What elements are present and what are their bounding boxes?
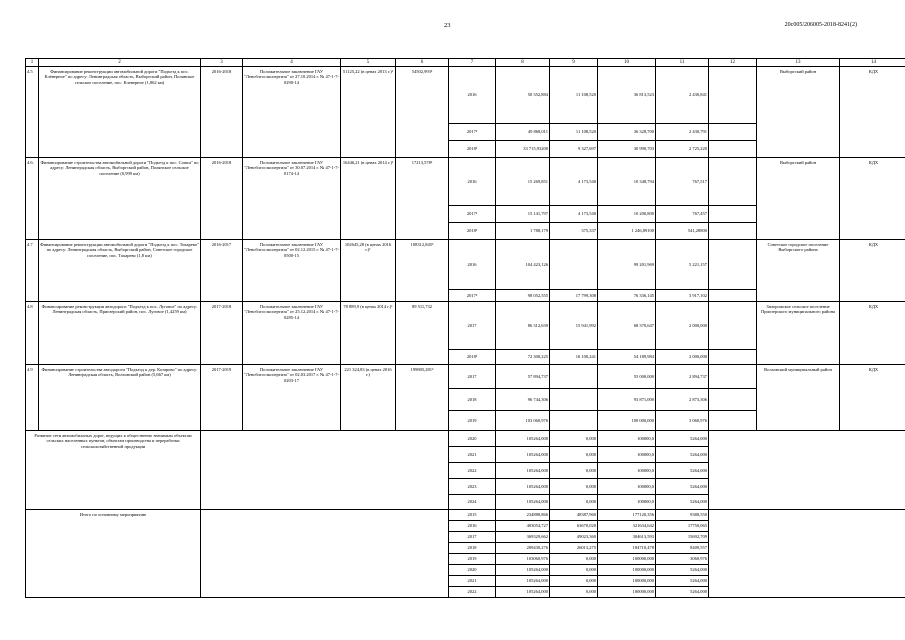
column-12-cell	[709, 365, 757, 389]
regional-cell: 30 990,703	[598, 141, 656, 158]
total-cell: 105264,000	[496, 431, 550, 447]
regional-cell: 321634,642	[598, 521, 656, 532]
column-number: 2	[39, 59, 201, 67]
year-cell: 2024	[449, 495, 496, 510]
total-cell: 104 423,126	[496, 240, 550, 290]
regional-cell: 100000,0	[598, 463, 656, 479]
summary-row	[26, 510, 905, 521]
summary-label: Итого по основному мероприятию	[26, 510, 201, 598]
column-12-cell	[709, 158, 757, 206]
federal-cell: 63670,020	[550, 521, 598, 532]
federal-cell: 48387,960	[550, 510, 598, 521]
regional-cell: 36 813,523	[598, 67, 656, 124]
year-cell: 2018²	[449, 350, 496, 365]
column-number: 11	[656, 59, 709, 67]
column-12-cell	[709, 67, 757, 124]
column-12-cell	[709, 141, 757, 158]
total-cell: 57 894,737	[496, 365, 550, 389]
local-cell: 5 221,157	[656, 240, 709, 290]
year-cell: 2021	[449, 447, 496, 463]
page-number: 23	[444, 22, 451, 29]
total-cell: 369329,662	[496, 532, 550, 543]
year-cell: 2017	[449, 532, 496, 543]
item-number: 4.9	[26, 365, 39, 431]
federal-cell: 0,000	[550, 565, 598, 576]
cost-current-prices: 54502,993²	[396, 67, 449, 158]
column-number: 7	[449, 59, 496, 67]
year-cell: 2022	[449, 587, 496, 598]
year-cell: 2020	[449, 565, 496, 576]
local-cell: 2 430,791	[656, 124, 709, 141]
federal-cell: 0,000	[550, 431, 598, 447]
regional-cell: 1 246,89100	[598, 223, 656, 240]
column-12-cell	[709, 411, 757, 431]
local-cell: 2 000,000	[656, 302, 709, 350]
total-cell: 105264,000	[496, 447, 550, 463]
local-cell: 541,28800	[656, 223, 709, 240]
local-cell: 15692,709	[656, 532, 709, 543]
local-cell: 767,517	[656, 158, 709, 206]
regional-cell: 100000,0	[598, 495, 656, 510]
federal-cell: 49023,360	[550, 532, 598, 543]
customer: КДХ	[840, 240, 905, 302]
year-cell: 2022	[449, 463, 496, 479]
year-cell: 2016	[449, 67, 496, 124]
total-cell: 105264,000	[496, 587, 550, 598]
header-row	[26, 59, 905, 67]
local-cell: 5264,000	[656, 565, 709, 576]
column-number: 14	[840, 59, 905, 67]
item-number: 4.8	[26, 302, 39, 365]
federal-cell: 0,000	[550, 495, 598, 510]
total-cell: 105264,000	[496, 565, 550, 576]
customer: КДХ	[840, 67, 905, 158]
local-cell: 2 430,841	[656, 67, 709, 124]
summary-row	[26, 431, 905, 447]
total-cell: 103060,976	[496, 554, 550, 565]
item-number: 4.5	[26, 67, 39, 158]
year-cell: 2017	[449, 302, 496, 350]
local-cell: 8409,557	[656, 543, 709, 554]
column-12-cell	[709, 302, 757, 350]
year-cell: 2018²	[449, 141, 496, 158]
federal-cell: 11 108,520	[550, 67, 598, 124]
year-cell: 2015	[449, 510, 496, 521]
regional-cell: 10 348,794	[598, 158, 656, 206]
total-cell: 15 141,797	[496, 206, 550, 223]
local-cell: 17750,065	[656, 521, 709, 532]
total-cell: 105264,000	[496, 495, 550, 510]
cost-current-prices: 199805,281²	[396, 365, 449, 431]
column-12-cell	[709, 389, 757, 411]
regional-cell: 55 000,000	[598, 365, 656, 389]
regional-cell: 100 000,000	[598, 411, 656, 431]
federal-cell: 0,000	[550, 447, 598, 463]
estimated-cost: 51125,22 (в ценах 2013 г.)¹	[341, 67, 396, 158]
regional-cell: 68 370,647	[598, 302, 656, 350]
local-cell: 5264,000	[656, 587, 709, 598]
regional-cell: 100000,0	[598, 479, 656, 495]
federal-cell	[550, 365, 598, 389]
summary-blank	[201, 510, 449, 598]
regional-cell: 100000,0	[598, 431, 656, 447]
year-cell: 2017²	[449, 124, 496, 141]
column-12-cell	[709, 350, 757, 365]
local-cell: 5264,000	[656, 431, 709, 447]
implementation-period: 2017-2019	[201, 365, 243, 431]
federal-cell: 26013,275	[550, 543, 598, 554]
expert-conclusion: Положительное заключение ГАУ "Леноблгосэкспертиза" от 02.12.2015 г. № 47-1-7-0500-15	[243, 240, 341, 302]
federal-cell: 0,000	[550, 479, 598, 495]
table-row	[26, 240, 905, 290]
customer: КДХ	[840, 158, 905, 240]
local-cell: 5264,000	[656, 479, 709, 495]
column-12-cell	[709, 223, 757, 240]
district: Волховский муниципальный район	[757, 365, 840, 431]
local-cell: 5264,000	[656, 463, 709, 479]
customer: КДХ	[840, 302, 905, 365]
estimated-cost: 78 889,9 (в ценах 2014 г.)¹	[341, 302, 396, 365]
federal-cell: 17 799,308	[550, 290, 598, 302]
item-number: 4.6.	[26, 158, 39, 240]
year-cell: 2018²	[449, 223, 496, 240]
column-number: 3	[201, 59, 243, 67]
federal-cell	[550, 240, 598, 290]
year-cell: 2018	[449, 389, 496, 411]
column-12-cell	[709, 240, 757, 290]
total-cell: 86 312,639	[496, 302, 550, 350]
column-12-cell	[709, 290, 757, 302]
expert-conclusion: Положительное заключение ГАУ "Леноблгосэкспертиза" от 30.07.2014 г. № 47-1-7-0174-14	[243, 158, 341, 240]
district: Запорожское сельское поселение Приозерского муниципального района	[757, 302, 840, 365]
year-cell: 2016	[449, 521, 496, 532]
regional-cell: 304613,593	[598, 532, 656, 543]
year-cell: 2021	[449, 576, 496, 587]
column-number: 5	[341, 59, 396, 67]
year-cell: 2017	[449, 365, 496, 389]
column-number: 10	[598, 59, 656, 67]
object-description: Финансирование строительства автодороги "Подъезд к дер. Козарово" по адресу: Ленинградская область, Волховский район (5,667 км)	[39, 365, 201, 431]
district: Советское городское поселение Выборгского района	[757, 240, 840, 302]
total-cell: 50 352,884	[496, 67, 550, 124]
total-cell: 33 715,93200	[496, 141, 550, 158]
regional-cell: 100000,000	[598, 554, 656, 565]
column-number: 13	[757, 59, 840, 67]
local-cell: 9380,550	[656, 510, 709, 521]
column-number: 1	[26, 59, 39, 67]
total-cell: 234888,866	[496, 510, 550, 521]
total-cell: 72 300,225	[496, 350, 550, 365]
implementation-period: 2016-2017	[201, 240, 243, 302]
local-cell: 5264,000	[656, 495, 709, 510]
total-cell: 15 269,851	[496, 158, 550, 206]
cost-current-prices: 108312,845²	[396, 240, 449, 302]
regional-cell: 93 871,000	[598, 389, 656, 411]
implementation-period: 2016-2018	[201, 67, 243, 158]
program-table	[25, 58, 905, 598]
regional-cell: 100000,000	[598, 565, 656, 576]
column-12-cell	[709, 124, 757, 141]
local-cell: 2 894,737	[656, 365, 709, 389]
estimated-cost: 102645,28 (в ценах 2016 г.)¹	[341, 240, 396, 302]
year-cell: 2020	[449, 431, 496, 447]
year-cell: 2017²	[449, 206, 496, 223]
summary-blank	[201, 431, 449, 510]
federal-cell	[550, 389, 598, 411]
summary-blank-right	[709, 431, 905, 510]
federal-cell: 4 173,540	[550, 158, 598, 206]
column-number: 6	[396, 59, 449, 67]
regional-cell: 10 200,800	[598, 206, 656, 223]
total-cell: 103 060,976	[496, 411, 550, 431]
year-cell: 2019	[449, 411, 496, 431]
local-cell: 3060,976	[656, 554, 709, 565]
object-description: Финансирование реконструкции автомобильной дороги "Подъезд к пос. Токарево" по адресу: Ленинградская область, Выборгский район, Советское городское поселение, пос. Токарево (1,8 км)	[39, 240, 201, 302]
federal-cell	[550, 411, 598, 431]
local-cell: 2 873,306	[656, 389, 709, 411]
document-code: 20с005/206005-2018-8241(2)	[784, 22, 857, 28]
expert-conclusion: Положительное заключение ГАУ "Леноблгосэкспертиза" от 27.10.2014 г. № 47-1-7-0290-14	[243, 67, 341, 158]
summary-label: Развитие сети автомобильных дорог, ведущих к общественно значимым объектам сельских населенных пунктов, объектам производства и переработки сельскохозяйственной продукции	[26, 431, 201, 510]
district: Выборгский район	[757, 67, 840, 158]
federal-cell: 0,000	[550, 463, 598, 479]
table-row	[26, 158, 905, 206]
estimated-cost: 16446,21 (в ценах 2014 г.)¹	[341, 158, 396, 240]
local-cell: 5264,000	[656, 576, 709, 587]
table-row	[26, 302, 905, 350]
year-cell: 2019	[449, 554, 496, 565]
total-cell: 105264,000	[496, 463, 550, 479]
local-cell: 767,457	[656, 206, 709, 223]
regional-cell: 36 328,700	[598, 124, 656, 141]
total-cell: 98 052,555	[496, 290, 550, 302]
total-cell: 105264,000	[496, 576, 550, 587]
object-description: Финансирование реконструкции автодороги "Подъезд к пос. Луговое" по адресу: Ленинградская область, Приозерский район, пос. Луговое (1,4259 км)	[39, 302, 201, 365]
year-cell: 2018	[449, 543, 496, 554]
federal-cell: 0,000	[550, 554, 598, 565]
column-number: 4	[243, 59, 341, 67]
federal-cell: 9 327,697	[550, 141, 598, 158]
expert-conclusion: Положительное заключение ГАУ "Леноблгосэкспертиза" от 25.12.2014 г. № 47-1-7-0285-14	[243, 302, 341, 365]
year-cell: 2016	[449, 240, 496, 290]
customer: КДХ	[840, 365, 905, 431]
regional-cell: 100000,000	[598, 576, 656, 587]
total-cell: 209430,276	[496, 543, 550, 554]
implementation-period: 2016-2018	[201, 158, 243, 240]
estimated-cost: 221 324,83 (в ценах 2016 г.)	[341, 365, 396, 431]
table-row	[26, 365, 905, 389]
table-row	[26, 67, 905, 124]
federal-cell: 375,337	[550, 223, 598, 240]
cost-current-prices: 89 511,732	[396, 302, 449, 365]
regional-cell: 100000,0	[598, 447, 656, 463]
regional-cell: 76 336,145	[598, 290, 656, 302]
object-description: Финансирование строительства автомобильной дороги "Подъезд к пос. Сопки" по адресу: Ленинградская область, Выборгский район, Полянское сельское поселение (0,999 км)	[39, 158, 201, 240]
federal-cell: 16 100,241	[550, 350, 598, 365]
expert-conclusion: Положительное заключение ГАУ "Леноблгосэкспертиза" от 02.03.2017 г. № 47-1-7-0203-17	[243, 365, 341, 431]
total-cell: 49 868,011	[496, 124, 550, 141]
federal-cell: 15 941,992	[550, 302, 598, 350]
federal-cell: 4 173,540	[550, 206, 598, 223]
regional-cell: 54 189,984	[598, 350, 656, 365]
total-cell: 96 744,306	[496, 389, 550, 411]
year-cell: 2017²	[449, 290, 496, 302]
regional-cell: 177120,356	[598, 510, 656, 521]
total-cell: 1 788,179	[496, 223, 550, 240]
local-cell: 3 917,102	[656, 290, 709, 302]
year-cell: 2016	[449, 158, 496, 206]
cost-current-prices: 17213,578²	[396, 158, 449, 240]
regional-cell: 99 201,969	[598, 240, 656, 290]
column-12-cell	[709, 206, 757, 223]
implementation-period: 2017-2018	[201, 302, 243, 365]
summary-blank-right	[709, 510, 905, 598]
district: Выборгский район	[757, 158, 840, 240]
local-cell: 2 725,220	[656, 141, 709, 158]
total-cell: 105264,000	[496, 479, 550, 495]
year-cell: 2023	[449, 479, 496, 495]
federal-cell: 0,000	[550, 576, 598, 587]
column-number: 9	[550, 59, 598, 67]
regional-cell: 184710,478	[598, 543, 656, 554]
federal-cell: 11 108,520	[550, 124, 598, 141]
column-number: 12	[709, 59, 757, 67]
total-cell: 403054,727	[496, 521, 550, 532]
object-description: Финансирование реконструкции автомобильной дороги "Подъезд к пос. Клёверное" по адресу: Ленинградская область, Выборгский район, Полянское сельское поселение, пос. Клеверное (1,862 км)	[39, 67, 201, 158]
item-number: 4.7	[26, 240, 39, 302]
federal-cell: 0,000	[550, 587, 598, 598]
local-cell: 2 000,000	[656, 350, 709, 365]
regional-cell: 100000,000	[598, 587, 656, 598]
column-number: 8	[496, 59, 550, 67]
local-cell: 5264,000	[656, 447, 709, 463]
local-cell: 3 060,976	[656, 411, 709, 431]
